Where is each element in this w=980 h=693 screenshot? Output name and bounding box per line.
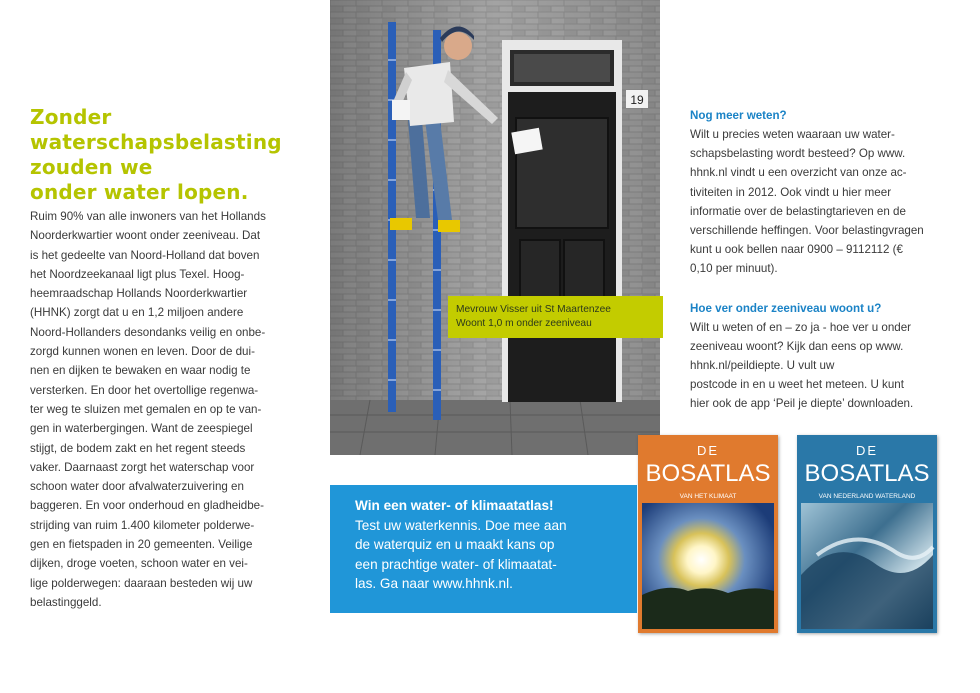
headline-line: Zonder <box>30 105 112 129</box>
body-line: hier ook de app ‘Peil je diepte’ downloaden. <box>690 397 914 411</box>
book-cover-waterland <box>797 435 937 633</box>
body-line: zeeniveau woont? Kijk dan eens op www. <box>690 339 904 353</box>
body-line: dijken, droge voeten, schoon water en vei- <box>30 557 248 571</box>
body-line: baggeren. En voor onderhoud en gladheidbe- <box>30 499 264 513</box>
photo-caption <box>448 296 663 338</box>
book-title: BOSATLAS <box>804 460 930 487</box>
book-de-label: DE <box>696 443 720 458</box>
body-line: (HHNK) zorgt dat u en 1,2 miljoen andere <box>30 306 244 320</box>
caption-line: Woont 1,0 m onder zeeniveau <box>456 318 592 329</box>
promo-line: Test uw waterkennis. Doe mee aan <box>355 518 567 533</box>
body-line: heemraadschap Hollands Noorderkwartier <box>30 287 248 301</box>
section-body-more-info <box>690 125 960 279</box>
headline-line: waterschapsbelasting <box>30 130 282 154</box>
body-line: hhnk.nl vindt u een overzicht van onze ac- <box>690 166 907 180</box>
book-cover-klimaat <box>638 435 778 633</box>
book-de-label: DE <box>855 443 879 458</box>
body-line: versterken. En door het overtollige regenwa- <box>30 383 259 397</box>
section-heading-more-info: Nog meer weten? <box>690 109 787 122</box>
body-line: gen in waterbergingen. Want de zeespiegel <box>30 422 253 436</box>
body-line: ter weg te sluizen met gemalen en op te van- <box>30 402 262 416</box>
body-line: het Noordzeekanaal ligt plus Texel. Hoog- <box>30 267 245 281</box>
body-line: Noord-Hollanders desondanks veilig en onbe- <box>30 325 266 339</box>
body-line: schoon water door afvalwaterzuivering en <box>30 480 244 494</box>
promo-body <box>355 516 567 593</box>
body-line: gen en fietspaden in 20 gemeenten. Veilige <box>30 538 253 552</box>
promo-title: Win een water- of klimaatatlas! <box>355 498 554 513</box>
body-line: tiviteiten in 2012. Ook vindt u hier meer <box>690 185 892 199</box>
section-body-sea-level <box>690 318 960 414</box>
body-line: zorgd kunnen wonen en leven. Door de dui- <box>30 345 255 359</box>
promo-line: las. Ga naar www.hhnk.nl. <box>355 575 513 591</box>
body-line: Wilt u precies weten waaraan uw water- <box>690 128 895 141</box>
body-line: postcode in en u weet het meteen. U kunt <box>690 378 904 392</box>
body-line: Wilt u weten of en – zo ja - hoe ver u onder <box>690 320 912 334</box>
promo-line: de waterquiz en u maakt kans op <box>355 537 555 553</box>
caption-line: Mevrouw Visser uit St Maartenzee <box>456 304 611 315</box>
stilt-walker-photo <box>330 0 660 455</box>
headline <box>30 105 305 205</box>
body-line: is het gedeelte van Noord-Holland dat boven <box>30 248 260 262</box>
promo-box <box>330 485 637 613</box>
body-line: strijding van ruim 1.400 kilometer polderwe- <box>30 518 255 532</box>
body-line: kunt u ook bellen naar 0900 – 9112112 (€ <box>690 243 903 257</box>
body-line: verschillende heffingen. Voor belastingvragen <box>690 224 924 238</box>
book-subtitle: VAN NEDERLAND WATERLAND <box>818 493 916 500</box>
book-subtitle: VAN HET KLIMAAT <box>679 493 737 500</box>
body-line: nen en dijken te bewaken en waar nodig te <box>30 364 251 378</box>
body-line: Ruim 90% van alle inwoners van het Hollands <box>30 210 266 223</box>
body-line: stijgt, de bodem zakt en het regent steeds <box>30 441 246 455</box>
body-line: informatie over de belastingtarieven en de <box>690 204 906 218</box>
section-heading-sea-level: Hoe ver onder zeeniveau woont u? <box>690 301 882 315</box>
body-line: vaker. Daarnaast zorgt het waterschap voor <box>30 460 255 474</box>
headline-line: onder water lopen. <box>30 180 249 204</box>
house-number: 19 <box>630 93 644 107</box>
body-line: Noorderkwartier woont onder zeeniveau. Dat <box>30 229 261 243</box>
body-line: lige polderwegen: daaraan besteden wij uw <box>30 576 253 590</box>
headline-line: zouden we <box>30 155 153 179</box>
article-left-column <box>30 105 305 612</box>
body-line: hhnk.nl/peildiepte. U vult uw <box>690 359 835 373</box>
body-line: schapsbelasting wordt besteed? Op www. <box>690 147 906 161</box>
book-title: BOSATLAS <box>645 460 771 487</box>
promo-line: een prachtige water- of klimaatat- <box>355 556 557 572</box>
body-line: belastinggeld. <box>30 595 102 609</box>
article-right-column <box>690 106 960 434</box>
body-line: 0,10 per minuut). <box>690 262 778 276</box>
article-body <box>30 207 305 612</box>
